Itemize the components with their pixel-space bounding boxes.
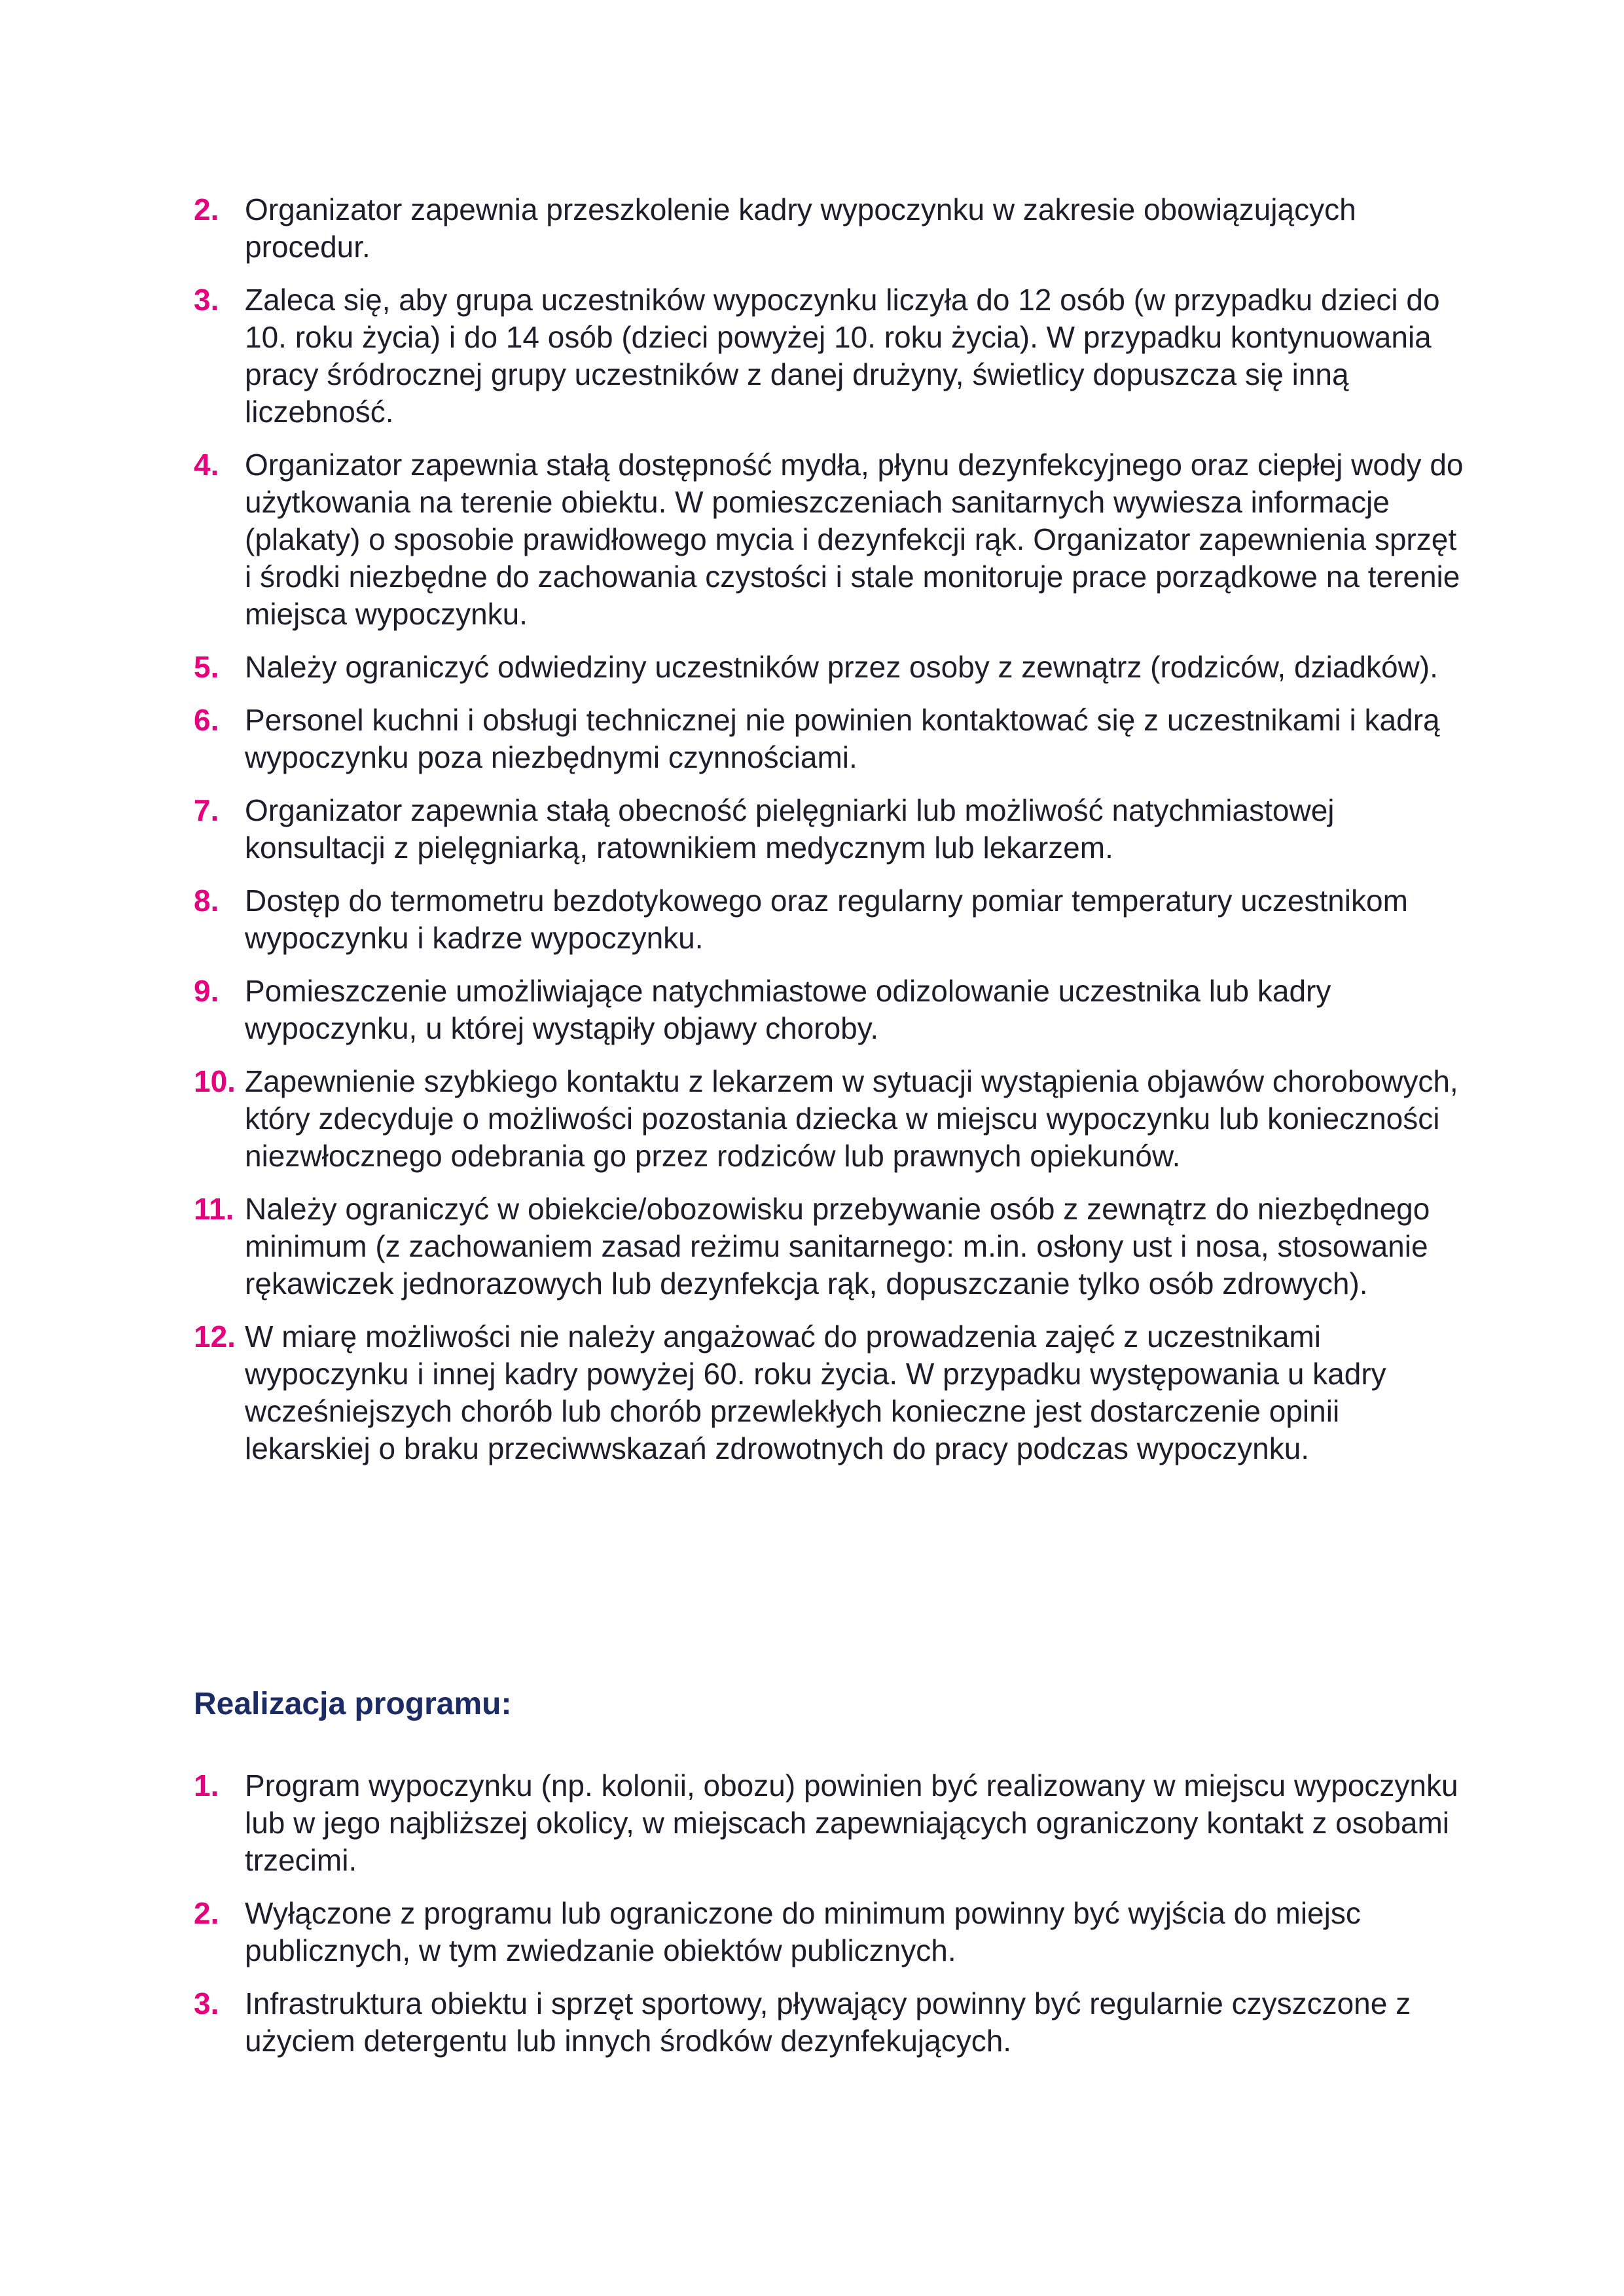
list-item	[194, 1895, 1464, 1969]
list-item-number: 1.	[194, 1768, 219, 1803]
list-item-text: Wyłączone z programu lub ograniczone do minimum powinny być wyjścia do miejsc publicznych, w tym zwiedzanie obiektów publicznych.	[245, 1896, 1361, 1967]
list-item-text: Organizator zapewnia przeszkolenie kadry wypoczynku w zakresie obowiązujących procedur.	[245, 192, 1356, 264]
list-item-number: 2.	[194, 1896, 219, 1930]
list-item-text: Infrastruktura obiektu i sprzęt sportowy, pływający powinny być regularnie czyszczone z użyciem detergentu lub innych środków dezynfekujących.	[245, 1986, 1411, 2058]
list-item-text: Dostęp do termometru bezdotykowego oraz regularny pomiar temperatury uczestnikom wypoczynku i kadrze wypoczynku.	[245, 884, 1408, 955]
list-item	[194, 1191, 1464, 1302]
list-item-text: Należy ograniczyć odwiedziny uczestników przez osoby z zewnątrz (rodziców, dziadków).	[245, 650, 1438, 684]
list-item-text: Należy ograniczyć w obiekcie/obozowisku przebywanie osób z zewnątrz do niezbędnego minimum (z zachowaniem zasad reżimu sanitarnego: m.in. osłony ust i nosa, stosowanie rękawiczek jednorazowych lub dezynfekcja rąk, dopuszczanie tylko osób zdrowych).	[245, 1192, 1430, 1300]
list-item	[194, 1985, 1464, 2060]
list-item-text: Organizator zapewnia stałą dostępność mydła, płynu dezynfekcyjnego oraz ciepłej wody do użytkowania na terenie obiektu. W pomieszczeniach sanitarnych wywiesza informacje (plakaty) o sposobie prawidłowego mycia i dezynfekcji rąk. Organizator zapewnienia sprzęt i środki niezbędne do zachowania czystości i stale monitoruje prace porządkowe na terenie miejsca wypoczynku.	[245, 448, 1464, 631]
list-item-number: 5.	[194, 650, 219, 684]
list-item-text: Pomieszczenie umożliwiające natychmiastowe odizolowanie uczestnika lub kadry wypoczynku, u której wystąpiły objawy choroby.	[245, 974, 1331, 1045]
list-item-number: 3.	[194, 1986, 219, 2020]
list-item-number: 4.	[194, 448, 219, 482]
procedures-list	[194, 191, 1464, 1483]
program-list	[194, 1767, 1464, 2075]
list-item-number: 10.	[194, 1064, 236, 1098]
list-item	[194, 792, 1464, 867]
list-item-number: 3.	[194, 283, 219, 317]
list-item-number: 6.	[194, 703, 219, 737]
list-item-number: 11.	[194, 1192, 234, 1226]
list-item-number: 2.	[194, 192, 219, 226]
list-item-number: 9.	[194, 974, 219, 1008]
list-item-number: 12.	[194, 1319, 236, 1354]
list-item	[194, 191, 1464, 266]
list-item-text: Zapewnienie szybkiego kontaktu z lekarzem w sytuacji wystąpienia objawów chorobowych, który zdecyduje o możliwości pozostania dziecka w miejscu wypoczynku lub konieczności niezwłocznego odebrania go przez rodziców lub prawnych opiekunów.	[245, 1064, 1458, 1173]
section-heading: Realizacja programu:	[194, 1687, 512, 1721]
list-item-text: Zaleca się, aby grupa uczestników wypoczynku liczyła do 12 osób (w przypadku dzieci do 10. roku życia) i do 14 osób (dzieci powyżej 10. roku życia). W przypadku kontynuowania pracy śródrocznej grupy uczestników z danej drużyny, świetlicy dopuszcza się inną liczebność.	[245, 283, 1440, 429]
list-item	[194, 281, 1464, 431]
list-item	[194, 446, 1464, 633]
list-item-text: W miarę możliwości nie należy angażować do prowadzenia zajęć z uczestnikami wypoczynku i innej kadry powyżej 60. roku życia. W przypadku występowania u kadry wcześniejszych chorób lub chorób przewlekłych konieczne jest dostarczenie opinii lekarskiej o braku przeciwwskazań zdrowotnych do pracy podczas wypoczynku.	[245, 1319, 1386, 1465]
list-item	[194, 649, 1464, 686]
list-item	[194, 1063, 1464, 1175]
list-item	[194, 973, 1464, 1047]
list-item	[194, 1318, 1464, 1467]
list-item-number: 7.	[194, 793, 219, 827]
list-item-text: Program wypoczynku (np. kolonii, obozu) powinien być realizowany w miejscu wypoczynku lub w jego najbliższej okolicy, w miejscach zapewniających ograniczony kontakt z osobami trzecimi.	[245, 1768, 1458, 1877]
list-item	[194, 702, 1464, 776]
list-item	[194, 1767, 1464, 1879]
list-item	[194, 882, 1464, 957]
list-item-number: 8.	[194, 884, 219, 918]
list-item-text: Personel kuchni i obsługi technicznej nie powinien kontaktować się z uczestnikami i kadrą wypoczynku poza niezbędnymi czynnościami.	[245, 703, 1440, 774]
list-item-text: Organizator zapewnia stałą obecność pielęgniarki lub możliwość natychmiastowej konsultacji z pielęgniarką, ratownikiem medycznym lub lekarzem.	[245, 793, 1335, 865]
